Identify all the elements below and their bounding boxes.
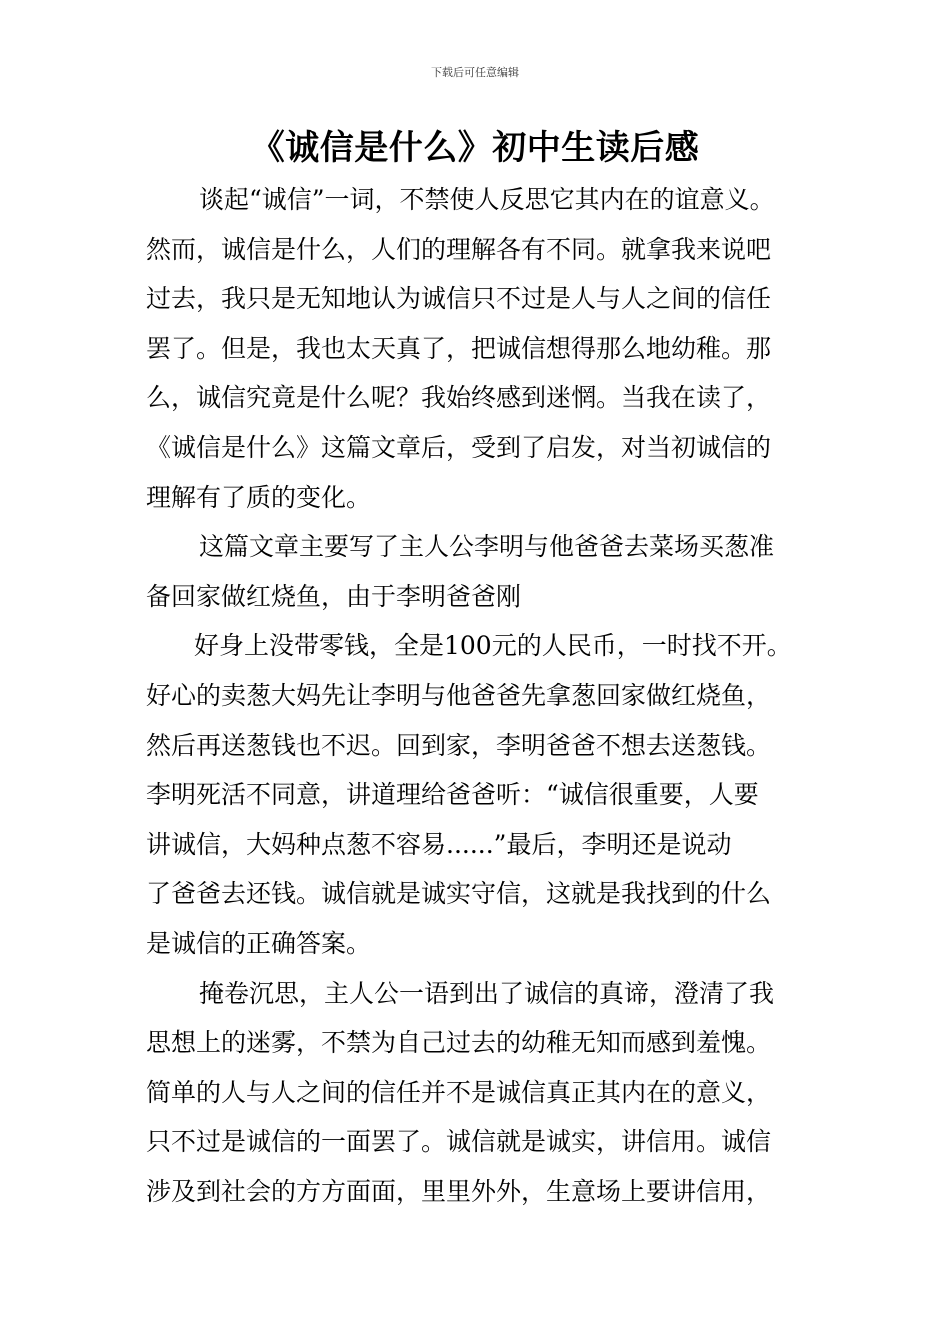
text-line: 么，诚信究竟是什么呢？我始终感到迷惘。当我在读了， <box>146 383 772 413</box>
header-note: 下载后可任意编辑 <box>431 66 519 79</box>
text-line: 掩卷沉思，主人公一语到出了诚信的真谛，澄清了我 <box>199 978 775 1008</box>
document-body <box>146 175 826 1216</box>
text-line: 这篇文章主要写了主人公李明与他爸爸去菜场买葱准 <box>199 532 775 562</box>
text-line: 涉及到社会的方方面面，里里外外，生意场上要讲信用， <box>146 1176 772 1206</box>
text-line: 是诚信的正确答案。 <box>146 928 372 958</box>
text-line: 备回家做红烧鱼，由于李明爸爸刚 <box>146 581 522 611</box>
text-line: 然而，诚信是什么，人们的理解各有不同。就拿我来说吧 <box>146 234 772 264</box>
text-line: 谈起“诚信”一词，不禁使人反思它其内在的谊意义。 <box>199 185 775 214</box>
text-line: 过去，我只是无知地认为诚信只不过是人与人之间的信任 <box>146 284 772 314</box>
document-title: 《诚信是什么》初中生读后感 <box>250 128 700 168</box>
text-line: 理解有了质的变化。 <box>146 482 372 512</box>
text-line: 罢了。但是，我也太天真了，把诚信想得那么地幼稚。那 <box>146 333 772 363</box>
text-line: 只不过是诚信的一面罢了。诚信就是诚实，讲信用。诚信 <box>146 1127 772 1157</box>
text-line: 李明死活不同意，讲道理给爸爸听：“诚信很重要，人要 <box>146 780 759 810</box>
text-line: 《诚信是什么》这篇文章后，受到了启发，对当初诚信的 <box>146 432 772 462</box>
text-line: 好心的卖葱大妈先让李明与他爸爸先拿葱回家做红烧鱼， <box>146 680 772 710</box>
text-line: 讲诚信，大妈种点葱不容易......”最后，李明还是说动 <box>146 829 732 859</box>
text-line: 然后再送葱钱也不迟。回到家，李明爸爸不想去送葱钱。 <box>146 730 772 760</box>
text-line: 好身上没带零钱，全是100元的人民币，一时找不开。 <box>194 631 792 661</box>
text-line: 思想上的迷雾，不禁为自己过去的幼稚无知而感到羞愧。 <box>146 1028 772 1058</box>
text-line: 了爸爸去还钱。诚信就是诚实守信，这就是我找到的什么 <box>146 879 772 909</box>
text-line: 简单的人与人之间的信任并不是诚信真正其内在的意义， <box>146 1077 772 1107</box>
